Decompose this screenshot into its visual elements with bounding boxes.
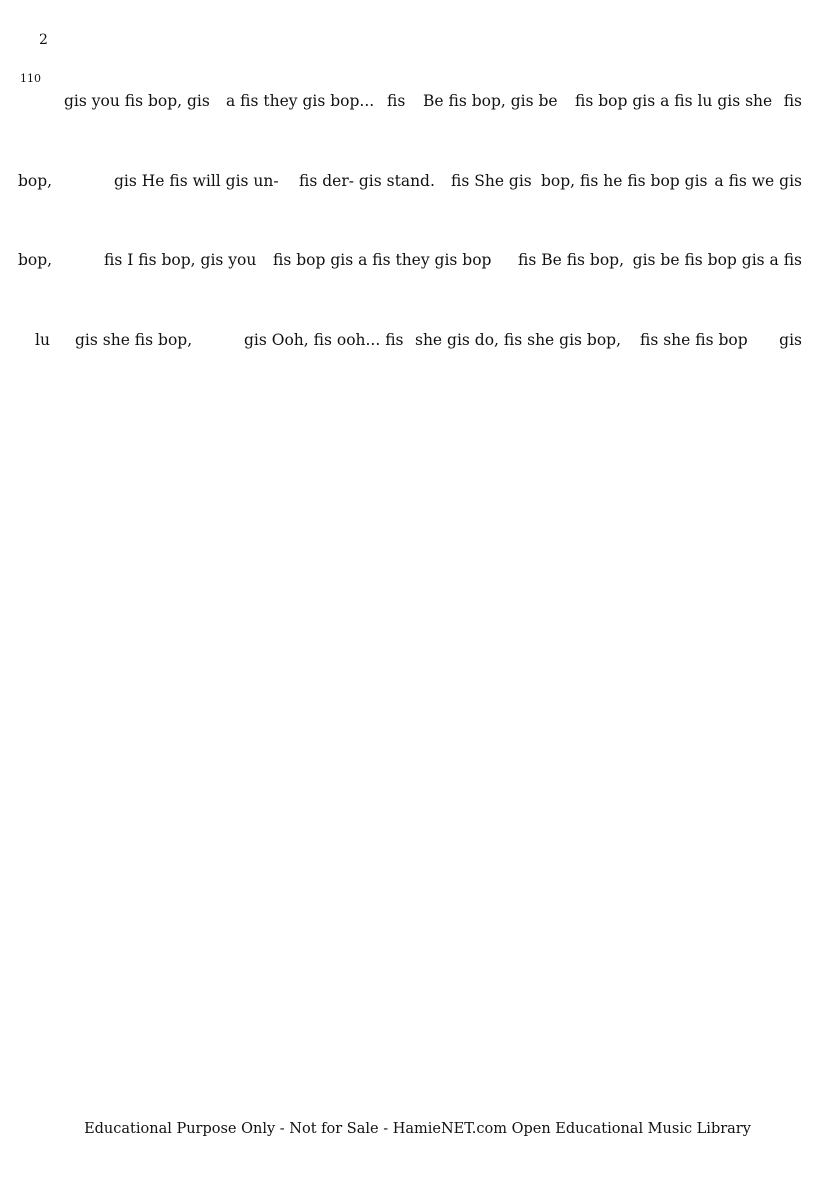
lyric-segment: a fis they gis bop... xyxy=(226,92,375,110)
lyric-segment: bop, fis he fis bop gis xyxy=(541,172,708,190)
lyric-segment: fis Be fis bop, xyxy=(518,251,625,269)
lyric-segment: fis bop gis a fis they gis bop xyxy=(273,251,492,269)
lyric-segment: fis xyxy=(783,92,802,110)
lyric-segment: a fis we gis xyxy=(714,172,802,190)
lyric-line-2 xyxy=(0,172,835,194)
lyric-segment: gis you fis bop, gis xyxy=(64,92,210,110)
lyric-segment: gis xyxy=(779,331,802,349)
lyric-segment: fis I fis bop, gis you xyxy=(104,251,257,269)
lyric-segment: gis she fis bop, xyxy=(75,331,193,349)
lyric-segment: fis xyxy=(387,92,406,110)
lyric-segment: gis He fis will gis un- xyxy=(114,172,279,190)
lyric-segment: gis Ooh, fis ooh... fis xyxy=(244,331,404,349)
lyric-segment: Be fis bop, gis be xyxy=(423,92,558,110)
page-number: 2 xyxy=(39,32,48,48)
lyric-segment: fis bop gis a fis lu gis she xyxy=(575,92,773,110)
footer-notice: Educational Purpose Only - Not for Sale - HamieNET.com Open Educational Music Library xyxy=(84,1121,751,1137)
lyric-segment: bop, xyxy=(18,251,53,269)
lyric-segment: gis be fis bop gis a fis xyxy=(632,251,802,269)
lyric-segment: bop, xyxy=(18,172,53,190)
lyric-segment: fis der- gis stand. xyxy=(299,172,435,190)
lyric-segment: she gis do, fis she gis bop, xyxy=(415,331,622,349)
lyric-line-4 xyxy=(0,331,835,353)
lyric-segment: lu xyxy=(35,331,50,349)
measure-number: 110 xyxy=(20,72,41,85)
lyric-segment: fis She gis xyxy=(451,172,532,190)
lyric-segment: fis she fis bop xyxy=(640,331,748,349)
lyric-line-1 xyxy=(0,92,835,114)
lyric-line-3 xyxy=(0,251,835,273)
